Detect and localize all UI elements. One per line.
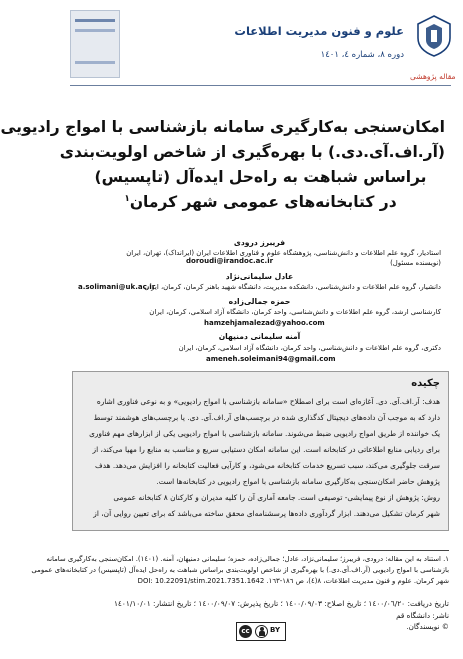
author-2-affiliation: دانشیار، گروه علم اطلاعات و دانش‌شناسی، دانشکده مدیریت، دانشگاه شهید باهنر کرمان، کرمان، ایران [144,283,441,291]
author-3-affiliation: کارشناسی ارشد، گروه علم اطلاعات و دانش‌شناسی، واحد کرمان، دانشگاه آزاد اسلامی، کرمان، ایران [149,308,441,316]
journal-title: علوم و فنون مدیریت اطلاعات [234,24,404,38]
title-line-2: (آر.اف.آی.دی.) با بهره‌گیری از شاخص اولویت‌بندی [59,143,445,161]
publisher: ناشر: دانشگاه قم [396,611,449,620]
abstract-line: یک خواننده از طریق امواج رادیویی ضبط می‌شوند. سامانه بازشناسی با امواج رادیویی یکی از ابزارهای مهم فناوری [89,429,440,438]
author-4-email[interactable]: ameneh.soleimani94@gmail.com [206,355,336,363]
abstract-line: پژوهش حاضر امکان‌سنجی به‌کارگیری سامانه بازشناسی با امواج رادیویی در کتابخانه‌ها است. [156,477,440,486]
abstract-line: شهر کرمان تشکیل می‌دهند. ابزار گردآوری داده‌ها پرسشنامه‌ای محقق ساخته می‌باشد که برای تعیین روایی آن، از [93,509,440,518]
journal-cover-thumbnail [70,10,120,78]
abstract-line: سرقت جلوگیری می‌کند، سبب تسریع خدمات کتابخانه می‌شود، و کارآیی فعالیت کتابخانه را افزایش می‌دهد. هدف [95,461,440,470]
author-2-name: عادل سلیمانی‌نژاد [225,272,294,281]
abstract-line: روش: پژوهش از نوع پیمایشی- توصیفی است. جامعه آماری آن را کلیه مدیران و کارکنان ۸ کتابخانه عمومی [113,493,440,502]
title-line-1: امکان‌سنجی به‌کارگیری سامانه بازشناسی با امواج رادیویی [0,118,445,136]
citation-line-3-text: شهر کرمان. علوم و فنون مدیریت اطلاعات، ۸(٤)، ص ۱۸٦-۱٦۳. [266,577,449,585]
cc-by-license-badge[interactable] [236,622,286,641]
title-line-4-text: در کتابخانه‌های عمومی شهر کرمان [129,193,397,211]
journal-volume-info: دوره ۸، شماره ٤، ۱٤٠۱ [320,50,404,60]
cc-icon: cc [239,625,252,638]
abstract-line: دارد که به موجب آن داده‌های دیجیتال کدگذاری شده در برچسب‌های آر.اف.آی. دی. یا برچسب‌های هوشمند توسط [93,413,440,422]
article-type-label: مقاله پژوهشی [410,72,456,81]
author-1-affiliation: استادیار، گروه علم اطلاعات و دانش‌شناسی، پژوهشگاه علوم و فناوری اطلاعات ایران (ایرانداک)، تهران، ایران [126,249,441,257]
article-dates: تاریخ دریافت: ۱٤۰۰/۰٦/۲۰ ؛ تاریخ اصلاح: ۱٤۰۰/۰۹/۰۳ ؛ تاریخ پذیرش: ۱٤۰۰/۰۹/۰۷ ؛ تاریخ انتشار: ۱٤۰۱/۱۰/۰۱ [113,599,449,608]
author-2-email[interactable]: a.solimani@uk.ac.ir [78,283,156,291]
citation-line-3 [72,577,449,585]
journal-header [70,10,454,68]
doi-link[interactable]: DOI: 10.22091/stim.2021.7351.1642 [137,577,265,585]
author-3-email[interactable]: hamzehjamalezad@yahoo.com [204,319,325,327]
author-1-affiliation-note: (نویسنده مسئول) [390,259,441,267]
abstract-line: برای ردیابی منابع اطلاعاتی در کتابخانه است. این سامانه امکان دستیابی سریع و مناسب به منابع را مهیا می‌کند، از [92,445,440,454]
title-line-3: براساس شباهت به راه‌حل ایده‌آل (تاپسیس) [94,168,427,186]
title-footnote-mark: ۱ [124,193,130,204]
author-1-name: فریبرز درودی [233,238,286,247]
footnote-divider [288,550,449,551]
by-label: BY [270,626,281,634]
citation-line-1: ۱. استناد به این مقاله: درودی، فریبرز؛ سلیمانی‌نژاد، عادل؛ جمالی‌زاده، حمزه؛ سلیمانی دمنیهان، آمنه. (۱٤۰۱). امکان‌سنجی به‌کارگیری سامانه [46,555,449,563]
abstract-line: هدف: آر.اف.آی. دی. آغازه‌ای است برای اصطلاح «سامانه بازشناسی با امواج رادیویی» و به نوعی فناوری اشاره [96,397,440,406]
author-1-email[interactable]: doroudi@irandoc.ac.ir [186,257,274,265]
attribution-person-icon [255,625,268,638]
author-3-name: حمزه جمالی‌زاده [228,297,291,306]
title-line-4 [76,193,445,211]
author-4-affiliation: دکتری، گروه علم اطلاعات و دانش‌شناسی، واحد کرمان، دانشگاه آزاد اسلامی، کرمان، ایران [178,344,441,352]
header-divider [70,85,451,86]
abstract-heading: چکیده [411,378,440,389]
copyright: © نویسندگان. [406,622,449,631]
abstract-box [72,371,449,531]
author-4-name: آمنه سلیمانی دمنیهان [218,332,301,341]
university-logo-icon [414,14,454,58]
citation-line-2: بازشناسی با امواج رادیویی (آر.اف.آی.دی.) با بهره‌گیری از شاخص اولویت‌بندی براساس شباهت به راه‌حل ایده‌آل (تاپسیس) در کتابخانه‌های عمومی [31,566,449,574]
